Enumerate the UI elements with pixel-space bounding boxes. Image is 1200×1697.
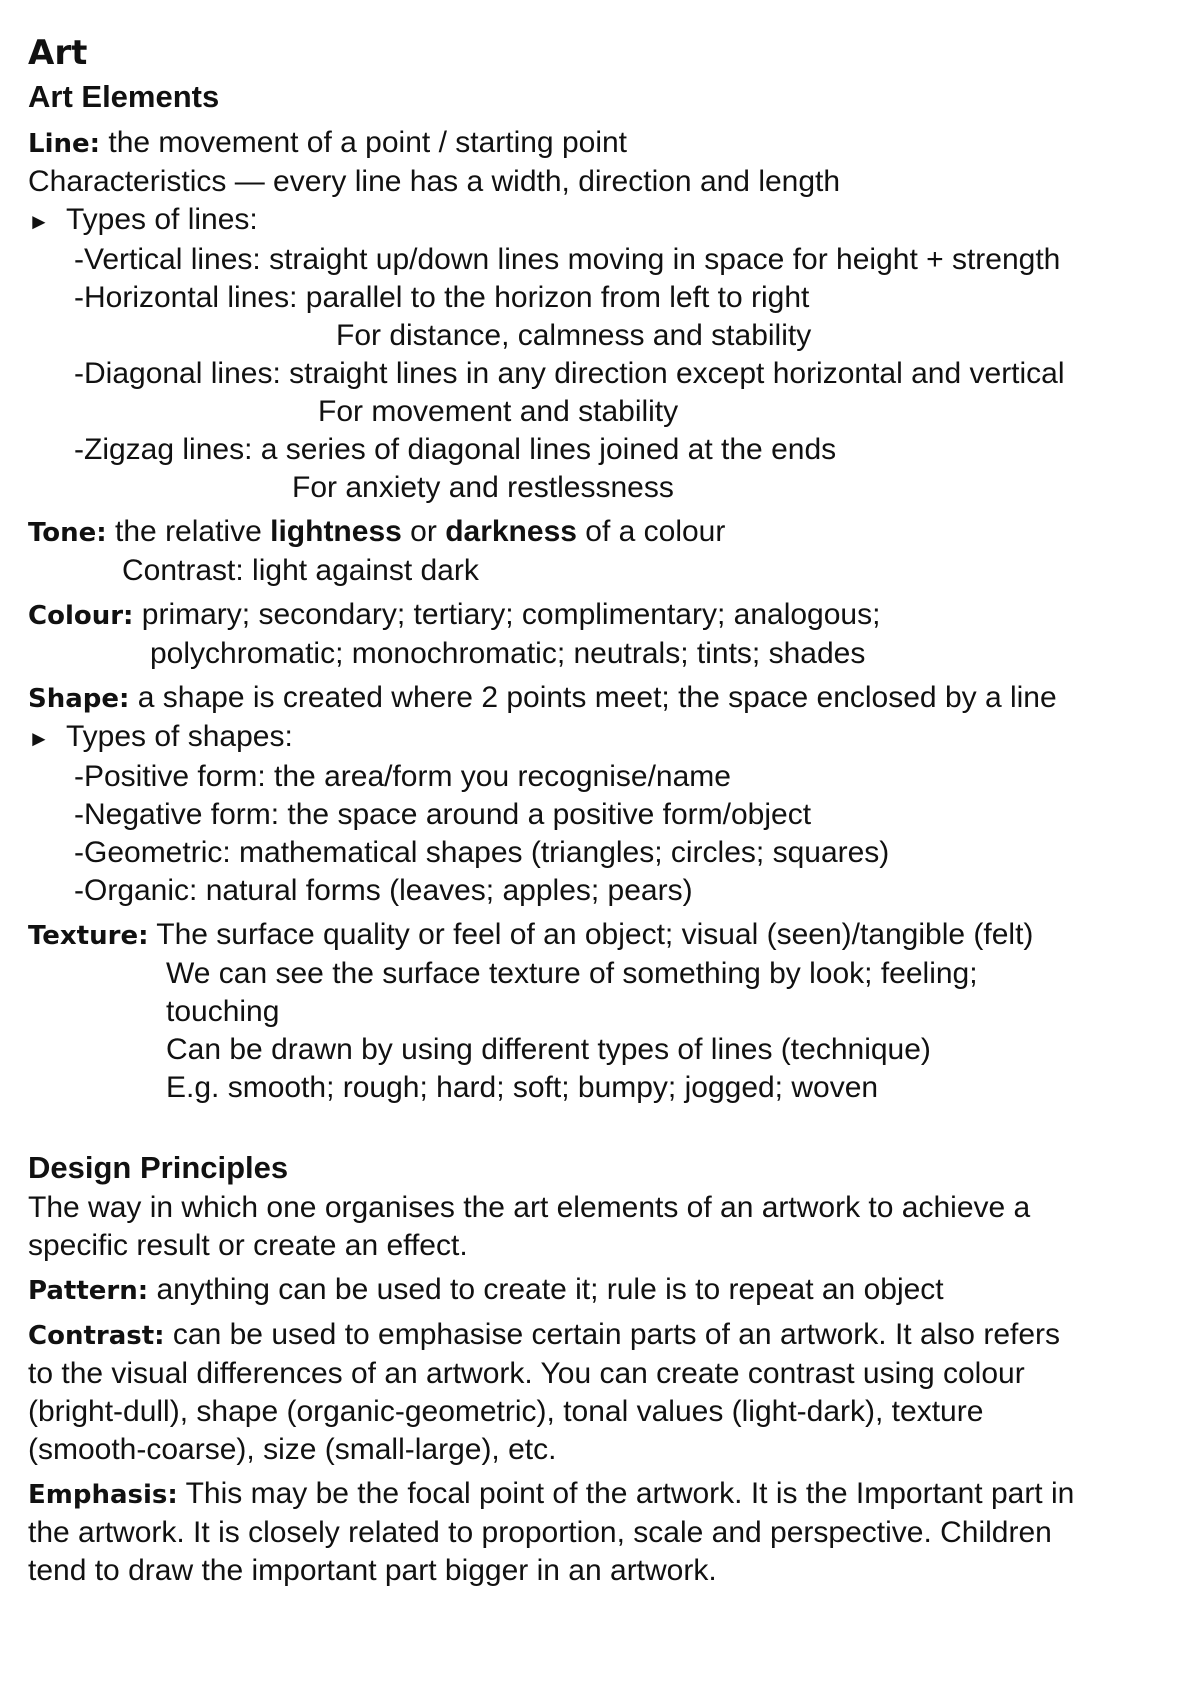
- tone-bold-lightness: lightness: [270, 515, 402, 548]
- shape-types-heading: [28, 718, 1178, 758]
- design-principles-heading: Design Principles: [28, 1150, 289, 1185]
- bullet-arrow-icon: ►: [28, 726, 50, 751]
- organic-item: -Organic: natural forms (leaves; apples; pears): [74, 874, 693, 907]
- shape-definition-text: a shape is created where 2 points meet; the space enclosed by a line: [137, 681, 1057, 714]
- shape-definition: [28, 679, 1178, 718]
- colour-definition: [28, 596, 1178, 635]
- pattern-label: Pattern:: [28, 1276, 149, 1306]
- contrast-line2: to the visual differences of an artwork. You can create contrast using colour: [28, 1357, 1025, 1390]
- tone-label: Tone:: [28, 518, 107, 548]
- diagonal-lines-purpose: For movement and stability: [318, 395, 679, 428]
- zigzag-lines-item: -Zigzag lines: a series of diagonal lines joined at the ends: [74, 433, 837, 466]
- line-types-heading: [28, 201, 1178, 241]
- tone-contrast: Contrast: light against dark: [122, 554, 479, 587]
- emphasis-definition: [28, 1475, 1178, 1514]
- colour-line1: primary; secondary; tertiary; complimentary; analogous;: [141, 598, 881, 631]
- texture-line4: Can be drawn by using different types of lines (technique): [166, 1033, 931, 1066]
- contrast-definition: [28, 1316, 1178, 1355]
- tone-bold-darkness: darkness: [445, 515, 577, 548]
- emphasis-label: Emphasis:: [28, 1480, 178, 1510]
- emphasis-line2: the artwork. It is closely related to proportion, scale and perspective. Children: [28, 1516, 1052, 1549]
- colour-line2: polychromatic; monochromatic; neutrals; tints; shades: [150, 637, 866, 670]
- art-elements-heading: Art Elements: [28, 79, 220, 114]
- tone-text-c: of a colour: [576, 515, 726, 548]
- contrast-line3: (bright-dull), shape (organic-geometric), tonal values (light-dark), texture: [28, 1395, 984, 1428]
- emphasis-line1: This may be the focal point of the artwork. It is the Important part in: [185, 1477, 1075, 1510]
- line-definition-text: the movement of a point / starting point: [108, 126, 628, 159]
- design-intro-line1: The way in which one organises the art elements of an artwork to achieve a: [28, 1191, 1031, 1224]
- shape-types-label: Types of shapes:: [66, 720, 293, 753]
- tone-definition: [28, 513, 1178, 552]
- texture-definition: [28, 916, 1178, 955]
- contrast-line4: (smooth-coarse), size (small-large), etc.: [28, 1433, 557, 1466]
- geometric-item: -Geometric: mathematical shapes (triangles; circles; squares): [74, 836, 890, 869]
- texture-line1: The surface quality or feel of an object; visual (seen)/tangible (felt): [156, 918, 1034, 951]
- contrast-line1: can be used to emphasise certain parts of an artwork. It also refers: [172, 1318, 1061, 1351]
- colour-label: Colour:: [28, 601, 134, 631]
- negative-form-item: -Negative form: the space around a positive form/object: [74, 798, 812, 831]
- bullet-arrow-icon: ►: [28, 209, 50, 234]
- texture-line2: We can see the surface texture of something by look; feeling;: [166, 957, 978, 990]
- line-characteristics: Characteristics — every line has a width, direction and length: [28, 165, 841, 198]
- tone-text-a: the relative: [115, 515, 271, 548]
- emphasis-line3: tend to draw the important part bigger in an artwork.: [28, 1554, 717, 1587]
- vertical-lines-item: -Vertical lines: straight up/down lines moving in space for height + strength: [74, 243, 1061, 276]
- line-definition: [28, 124, 1178, 163]
- texture-line5: E.g. smooth; rough; hard; soft; bumpy; jogged; woven: [166, 1071, 879, 1104]
- shape-label: Shape:: [28, 684, 130, 714]
- design-intro-line2: specific result or create an effect.: [28, 1229, 468, 1262]
- horizontal-lines-item: -Horizontal lines: parallel to the horizon from left to right: [74, 281, 810, 314]
- page-title: Art: [28, 33, 88, 73]
- positive-form-item: -Positive form: the area/form you recognise/name: [74, 760, 731, 793]
- contrast-label: Contrast:: [28, 1321, 165, 1351]
- pattern-definition: [28, 1271, 1178, 1310]
- pattern-text: anything can be used to create it; rule is to repeat an object: [156, 1273, 944, 1306]
- tone-text-b: or: [401, 515, 446, 548]
- diagonal-lines-item: -Diagonal lines: straight lines in any direction except horizontal and vertical: [74, 357, 1065, 390]
- art-notes-page: [28, 30, 1178, 1590]
- line-types-label: Types of lines:: [66, 203, 258, 236]
- zigzag-lines-purpose: For anxiety and restlessness: [292, 471, 674, 504]
- line-label: Line:: [28, 129, 101, 159]
- texture-label: Texture:: [28, 921, 149, 951]
- horizontal-lines-purpose: For distance, calmness and stability: [336, 319, 812, 352]
- texture-line3: touching: [166, 995, 280, 1028]
